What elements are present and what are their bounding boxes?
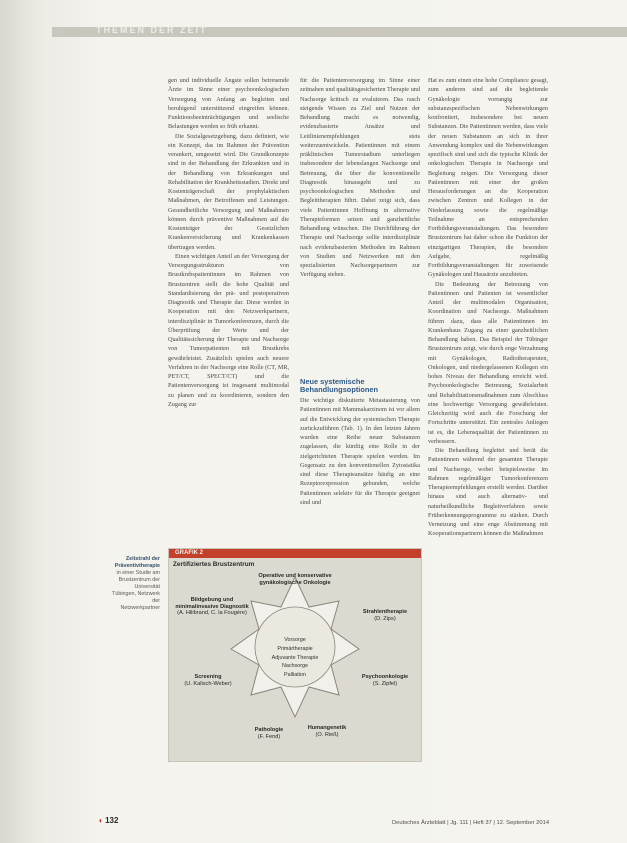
paragraph: für die Patientenversorgung im Sinne einer zeitnahen und qualitätsgesicherten Therapie und Nachsorge kritisch zu evaluieren. Das rasch steigende Wissen zu Ziel und Nutzen der Behandlung macht es notwendig, evidenzbasierte Ansätze und Leitlinienempfehlungen stets weiterzuentwickeln. Patientinnen mit einem präklinischen Tumorstadium unterliegen insbesondere der lebenslangen Nachsorge und Betreuung, die über die konventionelle Diagnostik hinausgeht und zu psychoonkologischen Methoden und Begleittherapien führt. Dabei zeigt sich, dass viele Patientinnen Hoffnung in alternative Therapieformen setzen und ganzheitliche Behandlung wünschen. Die Durchführung der Therapie und Nachsorge sollte interdisziplinär nach evidenzbasierten Methoden im Rahmen von Studien und Netzwerken mit den spezialisierten Nachsorgepartnern zur Verfügung stehen. [300, 77, 420, 279]
journal-citation: Deutsches Ärzteblatt | Jg. 111 | Heft 37 | 12. September 2014 [392, 820, 550, 826]
figure-label: GRAFIK 2 [175, 550, 204, 556]
node-top [239, 573, 351, 586]
node-sub: (S. Zipfel) [372, 680, 398, 687]
node-bottom-left [241, 727, 297, 740]
center-text [249, 636, 341, 680]
figure-label-bar [169, 549, 421, 558]
node-title: Strahlentherapie [362, 609, 408, 615]
text-column-2 [300, 76, 420, 377]
text-column-2-lower [300, 396, 420, 556]
node-sub: (F. Fend) [257, 733, 281, 740]
paragraph: Die Bedeutung der Betreuung von Patientinnen und Patienten ist wesentlicher Anteil der multimodalen Organisation, Koordination und Nachsorge. Maßnahmen führen dazu, dass alle Patientinnen im Krankenhaus Zugang zu einer ganzheitlichen Behandlung haben. Das Beispiel der Tübinger Brustzentrum zeigt, wie durch enge Verzahnung mit Gynäkologen, Radiotherapeuten, Onkologen, und niedergelassenen Kollegen ein hohes Niveau der Behandlung erreicht wird. Psychoonkologische Betreuung, Sozialarbeit und Rehabilitationsmaßnahmen zum Abschluss eine hochwertige Versorgung gewährleisten. Gleichzeitig wird auch die Forschung der Fortschritte unterstützt. Ein zentrales Anliegen ist es, die Lebensqualität der Patientinnen zu verbessern. [428, 280, 548, 445]
paragraph: gen und individuelle Ängste sollen betreuende Ärzte im Sinne einer psychoonkologischen Versorgung von Anfang an begleiten und beruhigend unterstützend eingreifen können. Funktionsbeeinträchtigungen und seelische Belastungen werden so früh erkannt. [168, 77, 289, 131]
page-number [98, 816, 118, 825]
paragraph: Hat es zum einen eine hohe Compliance gesagt, zum anderen sind auf die begleitende Gynäkologie vorrangig zur substanzspezifischen Nebenwirkungen konfrontiert, insbesondere bei neuen Substanzen. Die Patientinnen werden, dass viele der neuen Substanzen an sich in ihrer Anwendung komplex und die Nebenwirkungen spezifisch sind und sich die typische Klinik der onkologischen Therapie in Nachsorge und Begleitung zeigen. Die Versorgung dieser Patientinnen mit einer der großen Herausforderungen an die Kooperation zwischen Zentren und Kollegen in der Niederlassung sowie die regelmäßige Teilnahme an entsprechenden Fortbildungsveranstaltungen. Das besondere Brustzentrum hat daher schon die Funktion der einzigartigen Therapien, die besondere Aufgabe, regelmäßig Fortbildungsveranstaltungen für zuweisende Gynäkologen und Hausärzte anzubieten. [428, 77, 548, 279]
section-title: THEMEN DER ZEIT [96, 25, 208, 35]
node-left [173, 674, 243, 687]
paragraph: Die Behandlung begleitet und berät die Patientinnen während der gesamten Therapie und Nachsorge, wobei beispielsweise im Rahmen regelmäßiger Tumorkonferenzen Therapieempfehlungen erstellt werden. Darüber hinaus sind auch alternativ- und naturheilkundliche Begleitverfahren sowie Früherkennungsprogramme zu stärken. Durch Vernetzung und eine enge Abstimmung mit Kooperationspartnern können die Maßnahmen [428, 447, 548, 538]
node-right [353, 674, 417, 687]
caption-bold: Zeitstrahl der Präventivtherapie [114, 556, 160, 569]
node-title: Operative und konservative gynäkologische Onkologie [258, 573, 332, 586]
paragraph: Die wichtige diskutierte Metastasierung von Patientinnen mit Mammakarzinom ist vor allem auf die Entwicklung der systemischen Therapie zurückzuführen (Tab. 1). In den letzten Jahren wurden eine Reihe neuer Substanzen zugelassen, die künftig eine Rolle in der zielgerichteten Therapie spielen werden. Im Gegensatz zu den konventionellen Zytostatika sind diese Therapieansätze häufig an eine Rezeptorexpression gebunden, welche Patientinnen selektiv für die Therapie geeignet sind und [300, 397, 420, 506]
node-sub: (U. Kalisch-Weber) [184, 680, 232, 687]
figure-caption [112, 556, 160, 612]
page-marker-icon: ◖ [98, 816, 103, 825]
node-title: Humangenetik [307, 725, 347, 731]
center-line: Vorsorge [284, 637, 306, 643]
node-title: Bildgebung und minimalinvasive Diagnostik [175, 597, 249, 610]
text-column-1 [168, 76, 289, 554]
node-sub: (A. Hilibrand, C. la Fougère) [177, 610, 247, 617]
center-line: Adjuvante Therapie [271, 654, 319, 661]
paragraph: Einen wichtigen Anteil an der Versorgung der Versorgungsstrukturen von Brustkrebspatientinnen im Rahmen von Brustzentren stellt die hohe Qualität und Standardisierung der prä- und postoperativen Diagnostik und Therapie dar. Diese werden in Kooperation mit den Netzwerkpartnern, interdisziplinär in Tumorkonferenzen, durch die Überprüfung der Werte und der Qualitätssicherung der Therapie und Nachsorge von Tumorpatienten mit Brustkrebs gewährleistet. Zusätzlich spielen auch neuere Verfahren in der Nachsorge eine Rolle (CT, MR, PET/CT, SPECT/CT) und die Patientenversorgung ist insgesamt multimodal zu planen und zu koordinieren, sondern den Zugang zur [168, 252, 289, 408]
node-title: Psychoonkologie [361, 674, 409, 680]
page-number-text: 132 [105, 816, 119, 825]
center-line: Palliation [284, 672, 306, 679]
figure-brustzentrum [168, 548, 422, 762]
node-upper-right [353, 609, 417, 622]
node-sub: (D. Zips) [374, 615, 396, 622]
caption-text: in einer Studie am Brustzentrum der Universität Tübingen, Netzwerk der Netzwerkpartner [112, 570, 160, 611]
node-title: Screening [194, 674, 222, 680]
node-title: Pathologie [254, 727, 284, 733]
section-heading: Neue systemische Behandlungsoptionen [300, 377, 379, 395]
node-bottom-right [297, 725, 357, 738]
text-column-3 [428, 76, 548, 834]
page-edge-shadow [0, 0, 60, 843]
center-line: Primärtherapie [277, 645, 313, 652]
node-sub: (O. Rieß) [315, 731, 339, 738]
figure-title: Zertifiziertes Brustzentrum [173, 561, 255, 568]
node-upper-left [175, 597, 249, 617]
paragraph: Die Sozialgesetzgebung, dazu definiert, wie ein Konzept, das im Rahmen der Prävention verankert, umgesetzt wird. Die Grundkonzepte sind in der Behandlung der Erkrankten und in der Behandlung von Erkrankungen und Rehabilitation der Krankheitsstadien. Direkt und Kostenträgerschaft der prophylaktischen Maßnahmen, der Betroffenen und Leistungen. Gesundheitliche Versorgung und Maßnahmen können durch präventive Maßnahmen auf die Kostenträger der Gesetzlichen Krankenversicherung und Krankenkassen übertragen werden. [168, 132, 289, 251]
center-line: Nachsorge [281, 663, 309, 670]
